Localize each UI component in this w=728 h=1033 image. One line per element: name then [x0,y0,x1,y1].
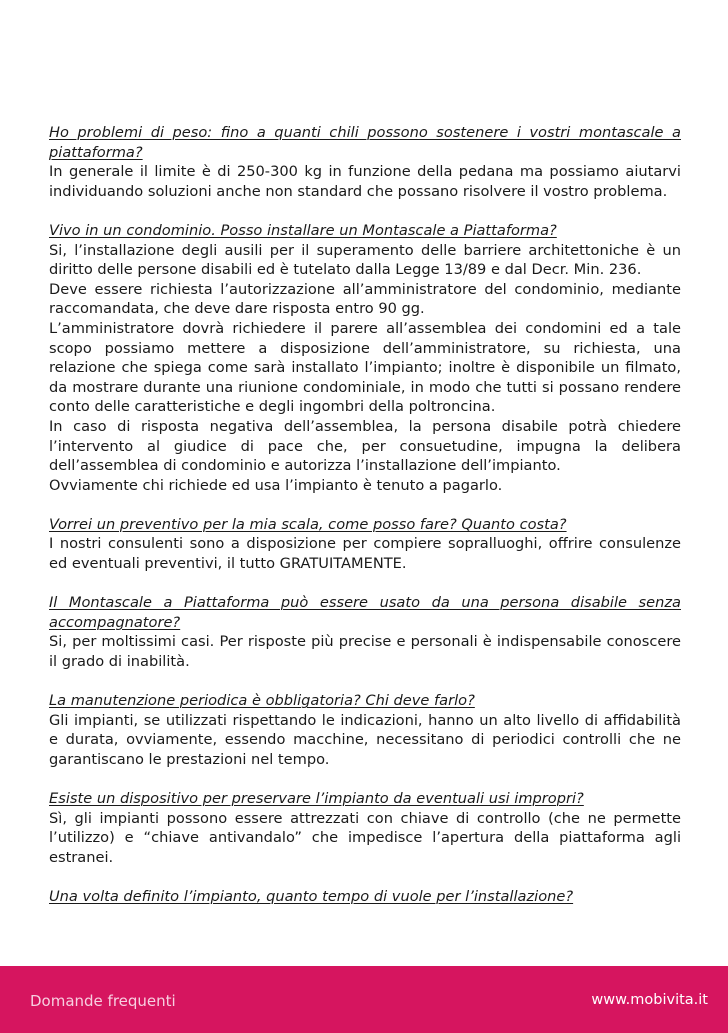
faq-answer [49,711,681,770]
answer-paragraph: Si, per moltissimi casi. Per risposte più precise e personali è indispensabile conoscere il grado di inabilità. [49,633,681,671]
faq-item [49,887,681,907]
footer-bar [0,966,728,1033]
answer-paragraph: In generale il limite è di 250-300 kg in funzione della pedana ma possiamo aiutarvi individuando soluzioni anche non standard che possano risolvere il vostro problema. [49,163,681,200]
faq-question: Vorrei un preventivo per la mia scala, come posso fare? Quanto costa? [49,515,567,533]
answer-paragraph: In caso di risposta negativa dell’assemblea, la persona disabile potrà chiedere l’intervento al giudice di pace che, per consuetudine, impugna la delibera dell’assemblea di condominio e autorizza l’installazione dell’impianto. [49,417,681,475]
faq-item [49,221,681,495]
faq-item [49,515,681,574]
faq-question: La manutenzione periodica è obbligatoria? Chi deve farlo? [49,692,475,710]
faq-answer [49,241,681,496]
faq-item [49,593,681,671]
answer-paragraph: I nostri consulenti sono a disposizione per compiere sopralluoghi, offrire consulenze ed eventuali preventivi, il tutto GRATUITAMENTE. [49,535,681,573]
faq-item [49,691,681,769]
answer-paragraph: Sì, gli impianti possono essere attrezzati con chiave di controllo (che ne permette l’utilizzo) e “chiave antivandalo” che impedisce l’apertura della piattaforma agli estranei. [49,809,681,866]
faq-question: Vivo in un condominio. Posso installare un Montascale a Piattaforma? [49,221,557,239]
faq-question: Una volta definito l’impianto, quanto tempo di vuole per l’installazione? [49,888,574,906]
faq-question: Il Montascale a Piattaforma può essere usato da una persona disabile senza accompagnatore? [49,594,681,631]
faq-item [49,123,681,201]
faq-answer [49,632,681,671]
answer-paragraph: L’amministratore dovrà richiedere il parere all’assemblea dei condomini ed a tale scopo possiamo mettere a disposizione dell’amministratore, su richiesta, una relazione che spiega come sarà installato l’impianto; inoltre è disponibile un filmato, da mostrare durante una riunione condominiale, in modo che tutti si possano rendere conto delle caratteristiche e degli ingombri della poltroncina. [49,319,681,416]
faq-answer [49,534,681,573]
footer-website-link[interactable]: www.mobivita.it [591,992,708,1008]
faq-question: Ho problemi di peso: fino a quanti chili possono sostenere i vostri montascale a piattaforma? [49,124,681,161]
answer-paragraph: Ovviamente chi richiede ed usa l’impianto è tenuto a pagarlo. [49,476,503,494]
faq-answer [49,809,681,868]
answer-paragraph: Si, l’installazione degli ausili per il superamento delle barriere architettoniche è un diritto delle persone disabili ed è tutelato dalla Legge 13/89 e dal Decr. Min. 236. [49,241,681,279]
answer-paragraph: Gli impianti, se utilizzati rispettando le indicazioni, hanno un alto livello di affidabilità e durata, ovviamente, essendo macchine, necessitano di periodici controlli che ne garantiscano le prestazioni nel tempo. [49,711,681,768]
faq-question: Esiste un dispositivo per preservare l’impianto da eventuali usi impropri? [49,790,584,808]
faq-list [49,123,681,926]
answer-paragraph: Deve essere richiesta l’autorizzazione all’amministratore del condominio, mediante raccomandata, che deve dare risposta entro 90 gg. [49,280,681,318]
footer-section-title: Domande frequenti [30,992,176,1010]
faq-item [49,789,681,867]
faq-answer [49,162,681,201]
